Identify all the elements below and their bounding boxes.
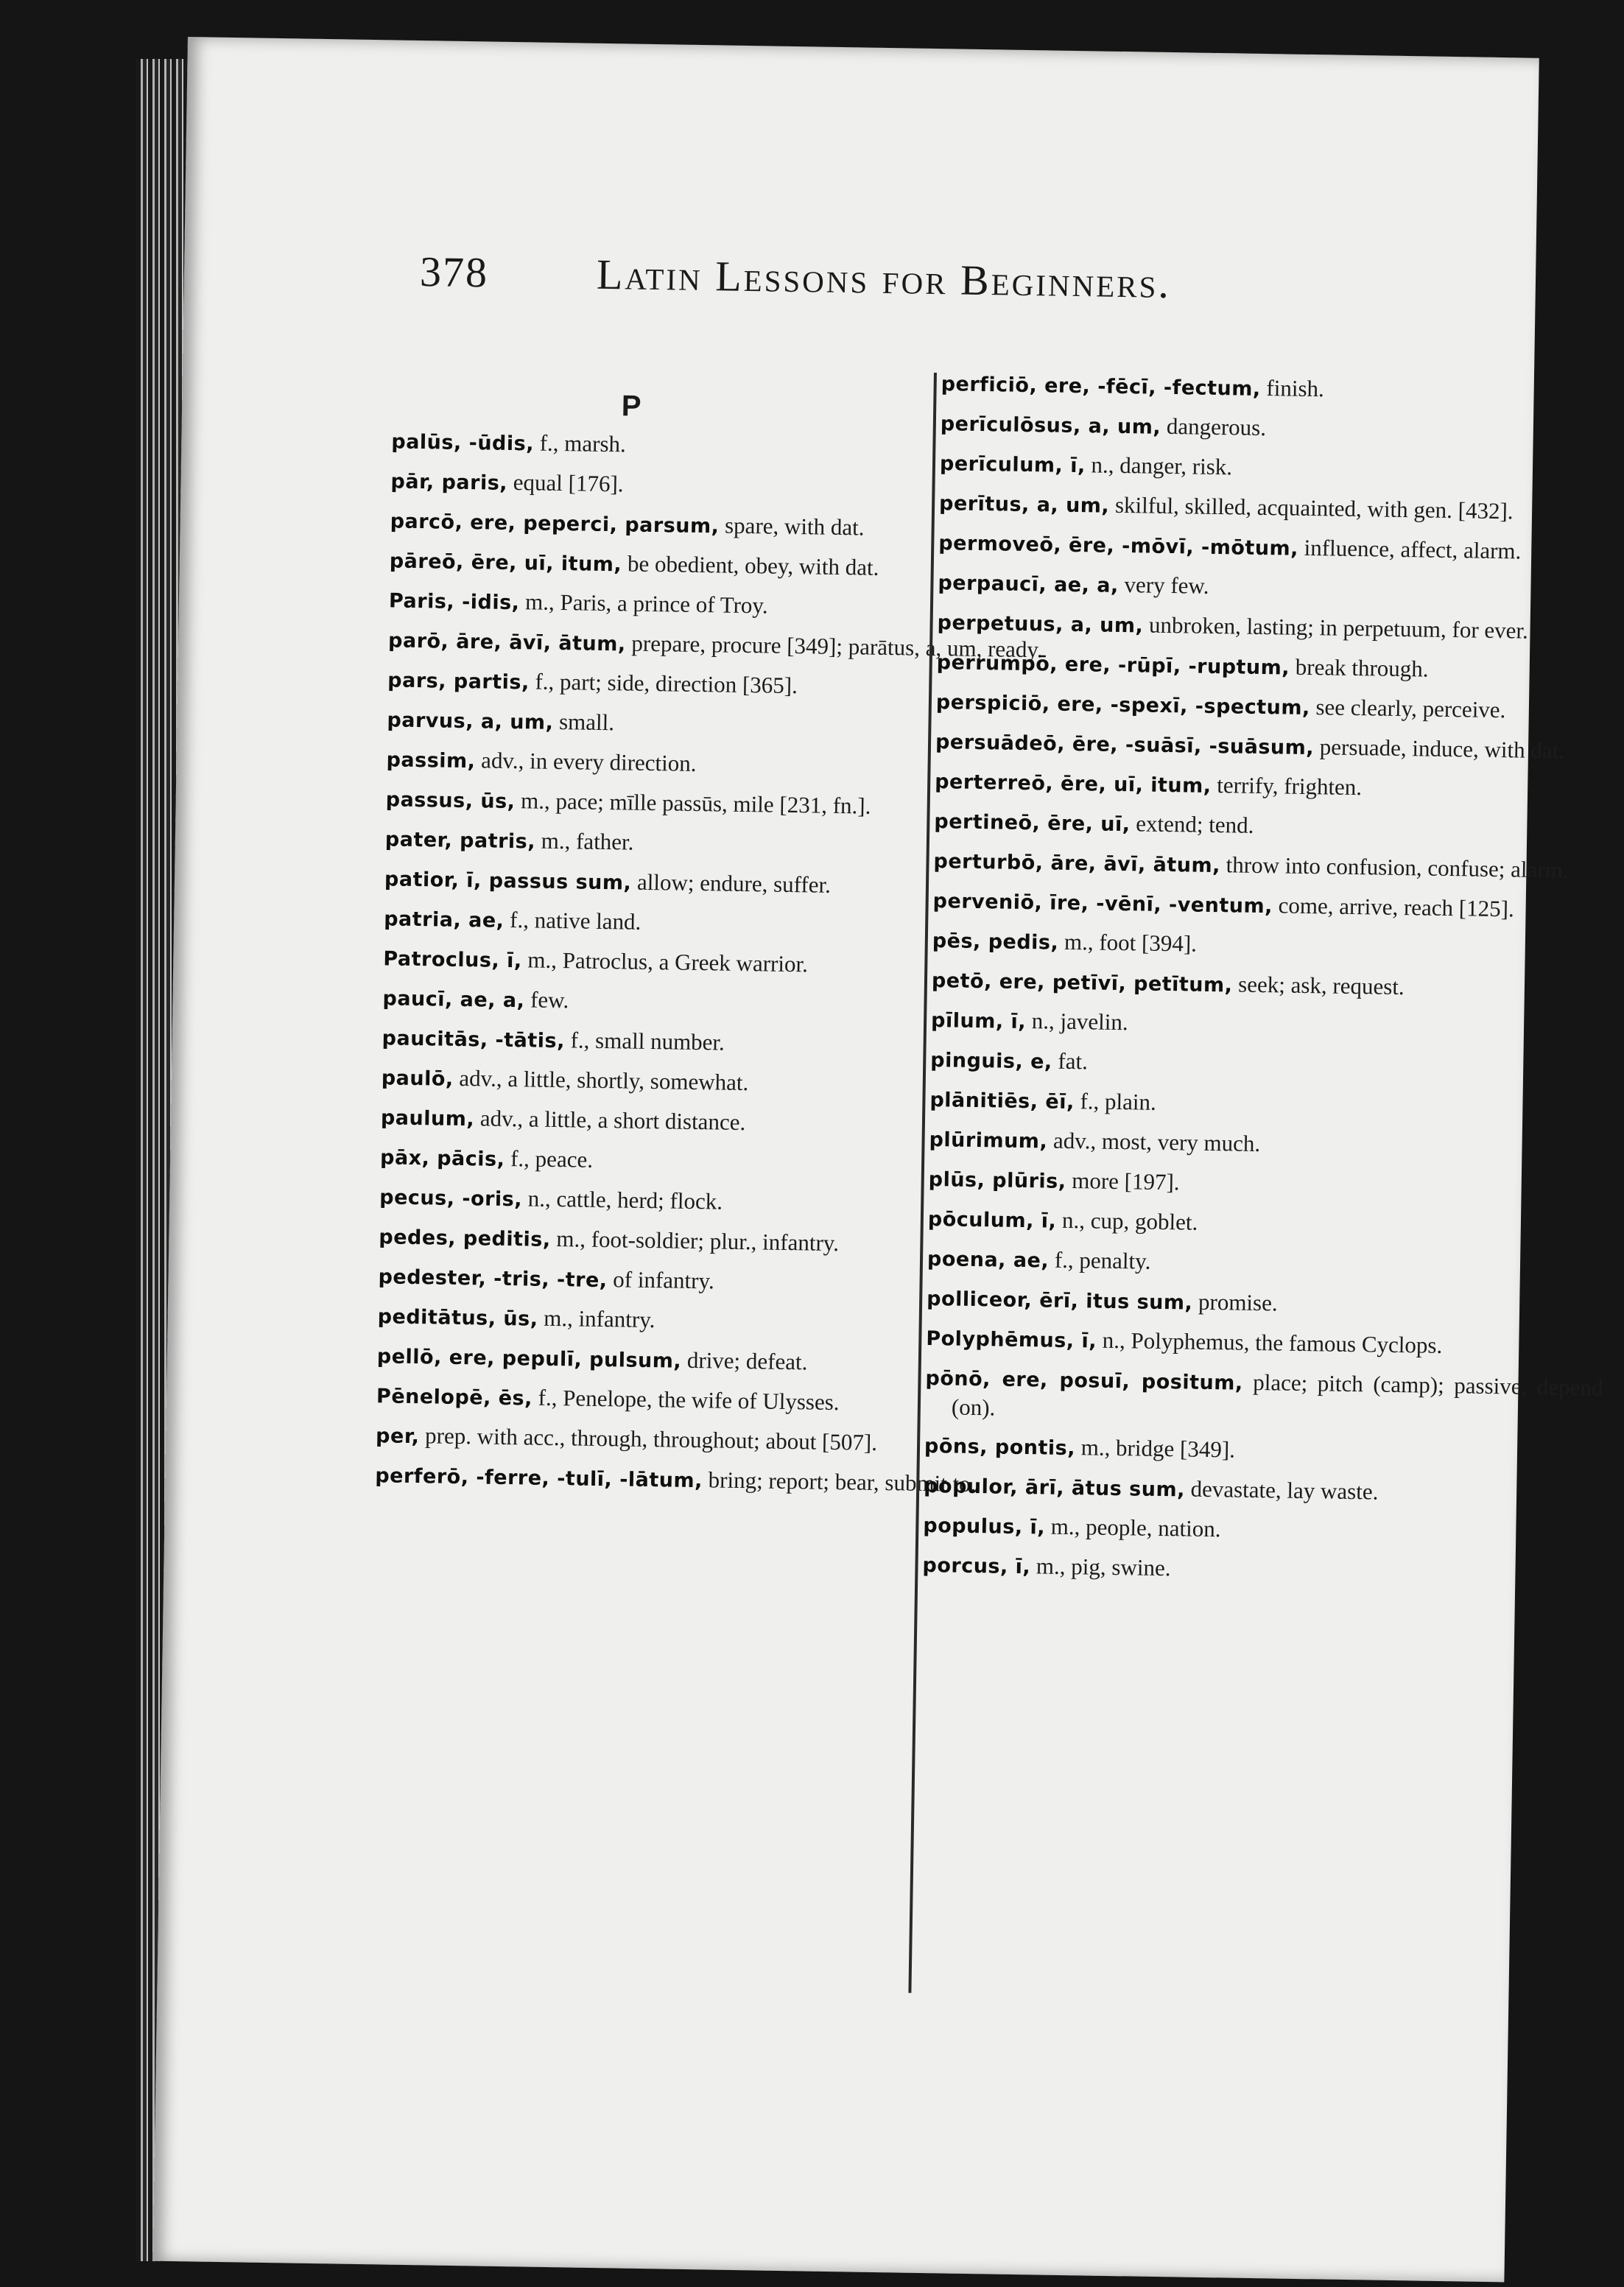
dictionary-entry [923,1511,1601,1550]
dictionary-entry [927,1244,1606,1284]
entry-headword: persuādeō, ēre, -suāsī, -suāsum, [935,731,1315,760]
entry-definition: f., plain. [1080,1088,1157,1115]
dictionary-entry [934,807,1612,846]
entry-headword: pater, patris, [384,828,536,854]
entry-headword: perferō, -ferre, -tulī, -lātum, [375,1464,703,1493]
entry-definition: skilful, skilled, acquainted, with gen. [432]. [1114,491,1514,524]
entry-definition: adv., in every direction. [480,747,697,776]
entry-definition: very few. [1124,572,1209,599]
entry-definition: f., marsh. [539,429,627,457]
entry-headword: Paris, -idis, [388,589,520,615]
entry-definition: m., Patroclus, a Greek warrior. [527,946,809,977]
entry-definition: adv., a little, a short distance. [479,1105,746,1136]
entry-definition: drive; defeat. [686,1346,808,1375]
entry-headword: paulum, [380,1106,475,1131]
entry-headword: perterreō, ēre, uī, itum, [934,770,1212,798]
entry-headword: pāreō, ēre, uī, itum, [389,549,622,577]
entry-definition: m., bridge [349]. [1080,1434,1236,1463]
entry-headword: pedester, -tris, -tre, [378,1265,608,1293]
entry-definition: prepare, procure [349]; parātus, a, um, ready. [631,630,1043,663]
entry-definition: bring; report; bear, submit to. [708,1466,977,1497]
entry-headword: paucī, ae, a, [382,987,525,1013]
right-column [922,369,1619,1601]
entry-definition: be obedient, obey, with dat. [627,550,879,580]
entry-headword: pellō, ere, pepulī, pulsum, [376,1345,682,1373]
entry-definition: n., cup, goblet. [1061,1206,1198,1235]
dictionary-entry [935,767,1613,807]
entry-definition: terrify, frighten. [1217,772,1363,801]
entry-definition: place; pitch (camp); passive, depend (on). [951,1369,1603,1421]
entry-headword: pars, partis, [387,669,530,695]
entry-definition: few. [530,986,569,1013]
entry-headword: perīculōsus, a, um, [940,412,1161,439]
dictionary-entry [932,926,1611,966]
entry-headword: passim, [386,748,476,773]
page-title: Latin Lessons for Beginners. [596,250,1172,308]
entry-definition: come, arrive, reach [125]. [1278,892,1515,922]
section-letter: P [621,390,641,423]
entry-headword: paulō, [381,1067,454,1091]
entry-definition: m., foot-soldier; plur., infantry. [556,1226,840,1257]
entry-headword: pōculum, ī, [927,1207,1057,1233]
entry-definition: adv., a little, shortly, somewhat. [459,1064,749,1096]
entry-headword: perveniō, īre, -vēnī, -ventum, [932,890,1273,918]
dictionary-entry [927,1284,1605,1324]
entry-headword: patior, ī, passus sum, [384,868,632,895]
dictionary-entry [930,1045,1609,1085]
entry-definition: prep. with acc., through, throughout; about [507]. [424,1422,878,1455]
entry-definition: see clearly, perceive. [1315,694,1506,723]
entry-definition: more [197]. [1071,1167,1180,1195]
dictionary-entry [932,886,1611,926]
dictionary-entry [931,1005,1609,1045]
entry-definition: n., danger, risk. [1091,452,1233,480]
dictionary-entry [939,488,1617,528]
dictionary-entry [935,727,1614,767]
entry-definition: spare, with dat. [724,512,865,541]
entry-definition: dangerous. [1166,412,1267,441]
entry-headword: perpaucī, ae, a, [938,572,1119,597]
entry-definition: n., javelin. [1031,1008,1128,1036]
entry-definition: f., penalty. [1054,1246,1151,1274]
entry-headword: plūrimum, [929,1128,1048,1153]
book-page [153,37,1603,2282]
entry-headword: parcō, ere, peperci, parsum, [390,510,720,538]
entry-definition: influence, affect, alarm. [1304,534,1522,564]
entry-headword: patria, ae, [383,907,505,932]
entry-definition: f., small number. [570,1027,725,1055]
dictionary-entry [932,966,1610,1005]
entry-headword: perficiō, ere, -fēcī, -fectum, [941,373,1261,401]
entry-headword: perspiciō, ere, -spexī, -spectum, [935,691,1310,720]
entry-headword: pōns, pontis, [924,1434,1076,1461]
entry-headword: per, [375,1424,420,1449]
entry-definition: throw into confusion, confuse; alarm. [1226,851,1569,883]
dictionary-entry [926,1324,1604,1363]
entry-definition: f., part; side, direction [365]. [535,668,798,699]
entry-headword: parvus, a, um, [387,709,554,734]
running-head [419,247,1451,329]
entry-headword: Pēnelopē, ēs, [376,1385,533,1411]
dictionary-entry [940,449,1618,488]
entry-headword: perturbō, āre, āvī, ātum, [933,850,1221,878]
entry-definition: adv., most, very much. [1052,1127,1261,1157]
entry-definition: fat. [1058,1047,1089,1075]
entry-headword: perīculum, ī, [939,452,1086,478]
entry-headword: paucitās, -tātis, [382,1027,566,1053]
entry-headword: porcus, ī, [922,1553,1031,1579]
entry-definition: break through. [1295,653,1429,682]
entry-headword: pōnō, ere, posuī, positum, [925,1366,1243,1395]
dictionary-entry [938,568,1616,608]
entry-definition: extend; tend. [1136,810,1254,838]
dictionary-entry [928,1204,1606,1244]
entry-definition: m., infantry. [543,1304,655,1333]
entry-headword: pinguis, e, [930,1049,1052,1074]
entry-headword: poena, ae, [927,1247,1050,1273]
dictionary-entry [937,608,1615,647]
entry-definition: m., foot [394]. [1064,928,1198,957]
dictionary-entry [925,1363,1603,1431]
entry-definition: promise. [1198,1288,1278,1316]
entry-headword: plūs, plūris, [928,1167,1066,1193]
dictionary-entry [941,369,1619,409]
entry-headword: petō, ere, petīvī, petītum, [931,969,1233,997]
entry-headword: plānitiēs, ēī, [929,1089,1075,1114]
dictionary-entry [936,647,1614,687]
dictionary-entry [941,409,1619,449]
entry-headword: polliceor, ērī, itus sum, [926,1287,1193,1315]
entry-definition: m., father. [541,827,634,855]
dictionary-entry [928,1164,1606,1204]
entry-headword: palūs, -ūdis, [391,430,535,456]
entry-headword: pertineō, ēre, uī, [934,810,1131,837]
dictionary-entry [929,1125,1607,1164]
entry-headword: perpetuus, a, um, [937,611,1144,638]
entry-headword: Patroclus, ī, [383,947,522,973]
dictionary-entry [922,1550,1600,1590]
entry-definition: devastate, lay waste. [1190,1475,1379,1505]
entry-definition: m., pig, swine. [1036,1553,1171,1581]
entry-headword: pār, paris, [390,470,508,495]
entry-headword: passus, ūs, [385,788,516,814]
entry-definition: f., Penelope, the wife of Ulysses. [538,1384,840,1416]
entry-headword: pedes, peditis, [379,1226,551,1251]
page-number: 378 [419,247,489,297]
dictionary-entry [938,528,1617,568]
entry-definition: f., peace. [510,1145,594,1173]
entry-headword: permoveō, ēre, -mōvī, -mōtum, [938,532,1299,561]
entry-definition: m., pace; mīlle passūs, mile [231, fn.]. [520,787,871,819]
dictionary-entry [936,687,1614,727]
entry-headword: populus, ī, [923,1514,1046,1539]
entry-headword: perrumpō, ere, -rūpī, -ruptum, [936,651,1290,680]
entry-headword: Polyphēmus, ī, [926,1327,1097,1353]
dictionary-entry [924,1471,1602,1511]
dictionary-entry [933,846,1611,886]
entry-definition: of infantry. [613,1266,715,1294]
entry-definition: equal [176]. [513,469,624,497]
entry-headword: pāx, pācis, [379,1146,505,1171]
entry-definition: n., Polyphemus, the famous Cyclops. [1102,1327,1443,1358]
entry-headword: pecus, -oris, [379,1186,523,1212]
entry-definition: seek; ask, request. [1237,971,1405,1000]
entry-definition: small. [558,709,615,736]
entry-headword: populor, ārī, ātus sum, [923,1474,1186,1502]
entry-headword: pēs, pedis, [932,930,1059,955]
entry-definition: persuade, induce, with dat. [1319,734,1565,764]
dictionary-entry [929,1085,1608,1125]
entry-definition: finish. [1266,375,1325,402]
entry-headword: parō, āre, āvī, ātum, [387,629,626,656]
entry-headword: peditātus, ūs, [377,1305,538,1331]
entry-definition: unbroken, lasting; in perpetuum, for ever. [1148,611,1529,644]
entry-definition: f., native land. [509,907,641,935]
dictionary-entry [924,1431,1603,1471]
entry-definition: n., cattle, herd; flock. [527,1185,723,1215]
entry-definition: m., Paris, a prince of Troy. [524,589,768,619]
entry-definition: allow; endure, suffer. [636,868,832,898]
entry-definition: m., people, nation. [1050,1513,1221,1542]
entry-headword: perītus, a, um, [938,492,1110,518]
entry-headword: pīlum, ī, [930,1009,1027,1034]
